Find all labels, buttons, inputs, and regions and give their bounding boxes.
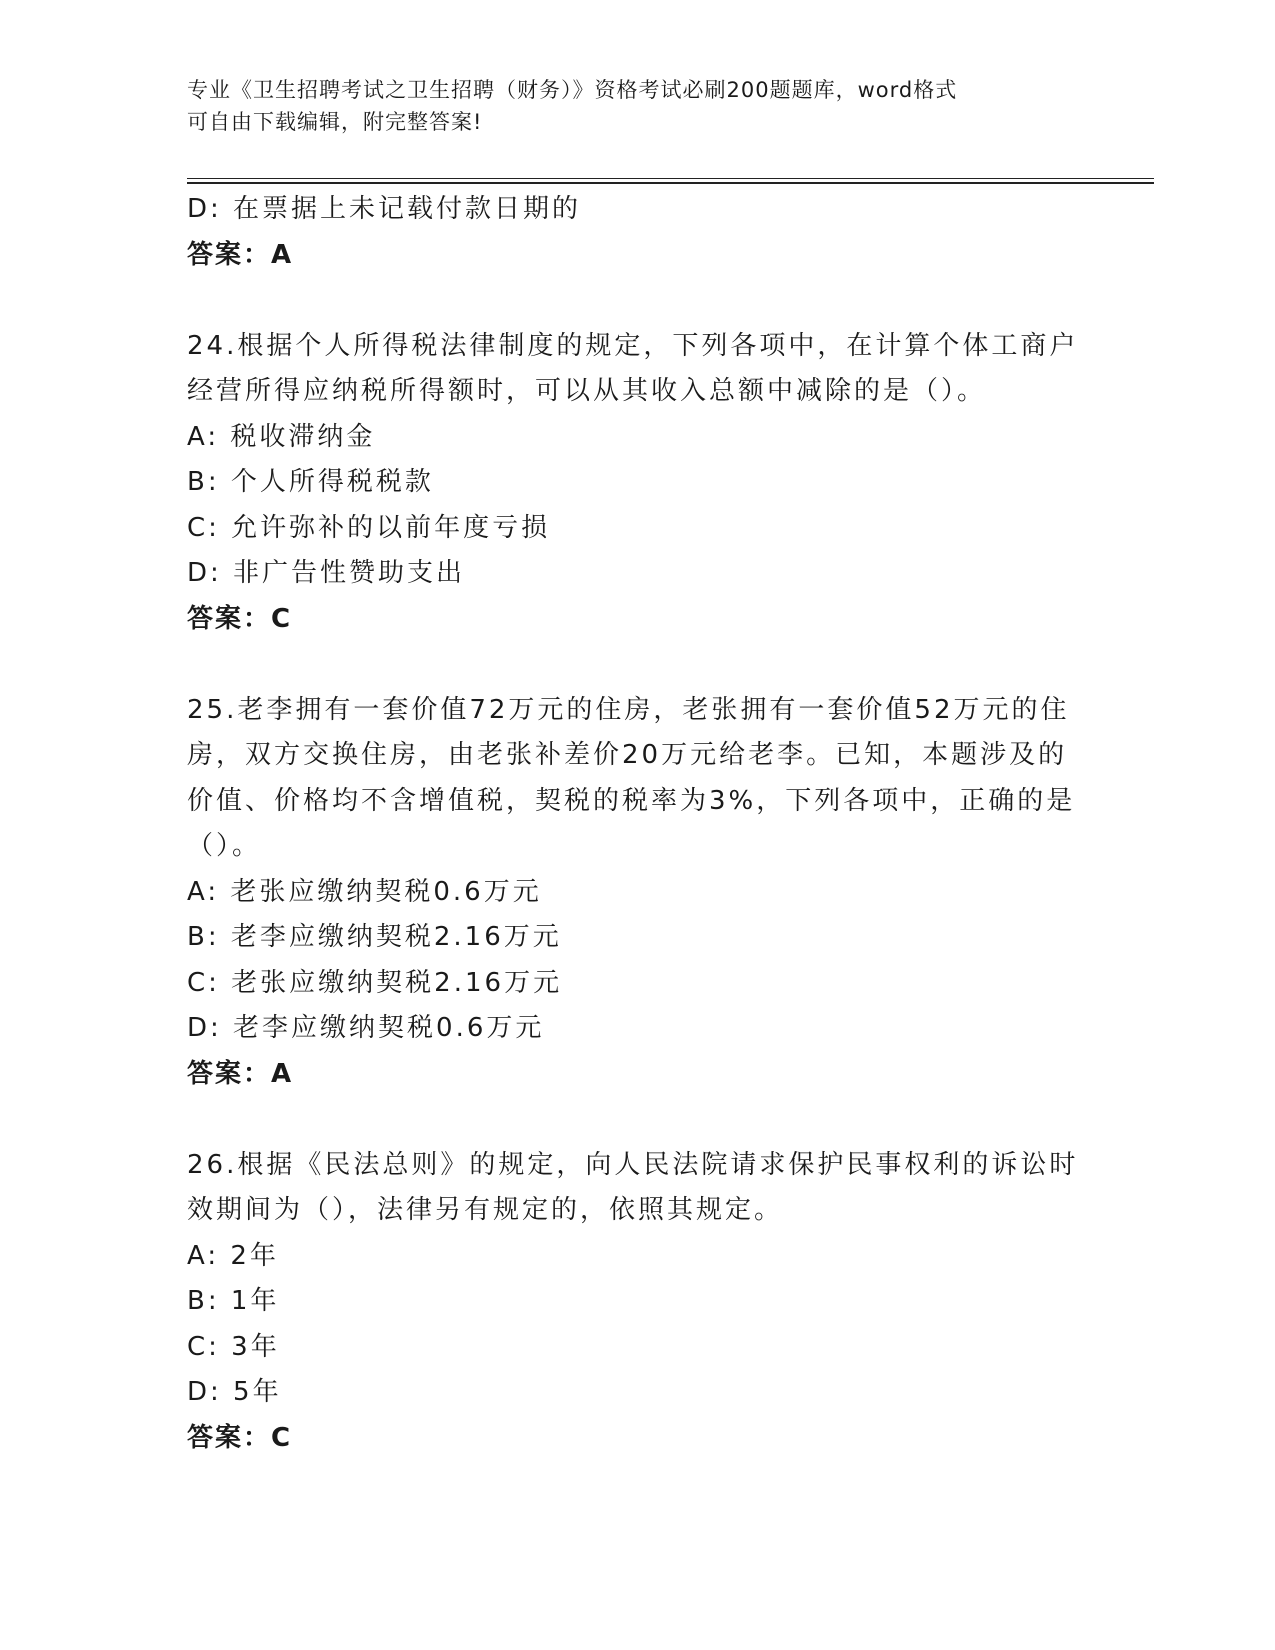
spacer	[187, 642, 1087, 688]
answer-line: 答案：A	[187, 239, 294, 270]
option-b: B: 1年	[187, 1286, 280, 1316]
question-stem-line: 26.根据《民法总则》的规定，向人民法院请求保护民事权利的诉讼时	[187, 1149, 1079, 1180]
option-a: A: 税收滞纳金	[187, 421, 376, 452]
header-title-line-1: 专业《卫生招聘考试之卫生招聘（财务）》资格考试必刷200题题库，word格式	[187, 78, 958, 102]
header-title-line-2: 可自由下载编辑，附完整答案!	[187, 110, 483, 134]
answer-line: 答案：C	[187, 603, 293, 634]
question-stem-line: 经营所得应纳税所得额时，可以从其收入总额中减除的是（）。	[187, 376, 987, 406]
question-stem-line: 价值、价格均不含增值税，契税的税率为3%，下列各项中，正确的是	[187, 785, 1076, 816]
question-stem-line: 房，双方交换住房，由老张补差价20万元给老李。已知，本题涉及的	[187, 740, 1068, 770]
document-header	[187, 74, 1067, 138]
header-divider-thick	[187, 182, 1154, 184]
option-c: C: 允许弥补的以前年度亏损	[187, 512, 551, 543]
option-d: D: 非广告性赞助支出	[187, 558, 466, 588]
answer-line: 答案：C	[187, 1422, 293, 1453]
question-26	[187, 1143, 1087, 1462]
question-content	[187, 187, 1087, 1461]
option-c: C: 老张应缴纳契税2.16万元	[187, 967, 563, 998]
question-24	[187, 324, 1087, 643]
question-stem-line: 25.老李拥有一套价值72万元的住房，老张拥有一套价值52万元的住	[187, 694, 1070, 725]
question-stem-line: 效期间为（），法律另有规定的，依照其规定。	[187, 1195, 784, 1225]
spacer	[187, 278, 1087, 324]
previous-question-tail	[187, 187, 1087, 278]
option-d: D: 老李应缴纳契税0.6万元	[187, 1013, 545, 1043]
option-d: D: 5年	[187, 1377, 282, 1407]
option-a: A: 老张应缴纳契税0.6万元	[187, 876, 542, 907]
question-25	[187, 688, 1087, 1098]
option-b: B: 个人所得税税款	[187, 467, 434, 497]
question-stem-line: 24.根据个人所得税法律制度的规定，下列各项中，在计算个体工商户	[187, 330, 1079, 361]
answer-line: 答案：A	[187, 1058, 294, 1089]
option-b: B: 老李应缴纳契税2.16万元	[187, 922, 562, 952]
question-stem-line: （）。	[187, 831, 262, 861]
option-d: D: 在票据上未记载付款日期的	[187, 194, 582, 224]
spacer	[187, 1097, 1087, 1143]
option-a: A: 2年	[187, 1240, 279, 1271]
option-c: C: 3年	[187, 1331, 280, 1362]
header-divider-thin	[187, 178, 1154, 179]
